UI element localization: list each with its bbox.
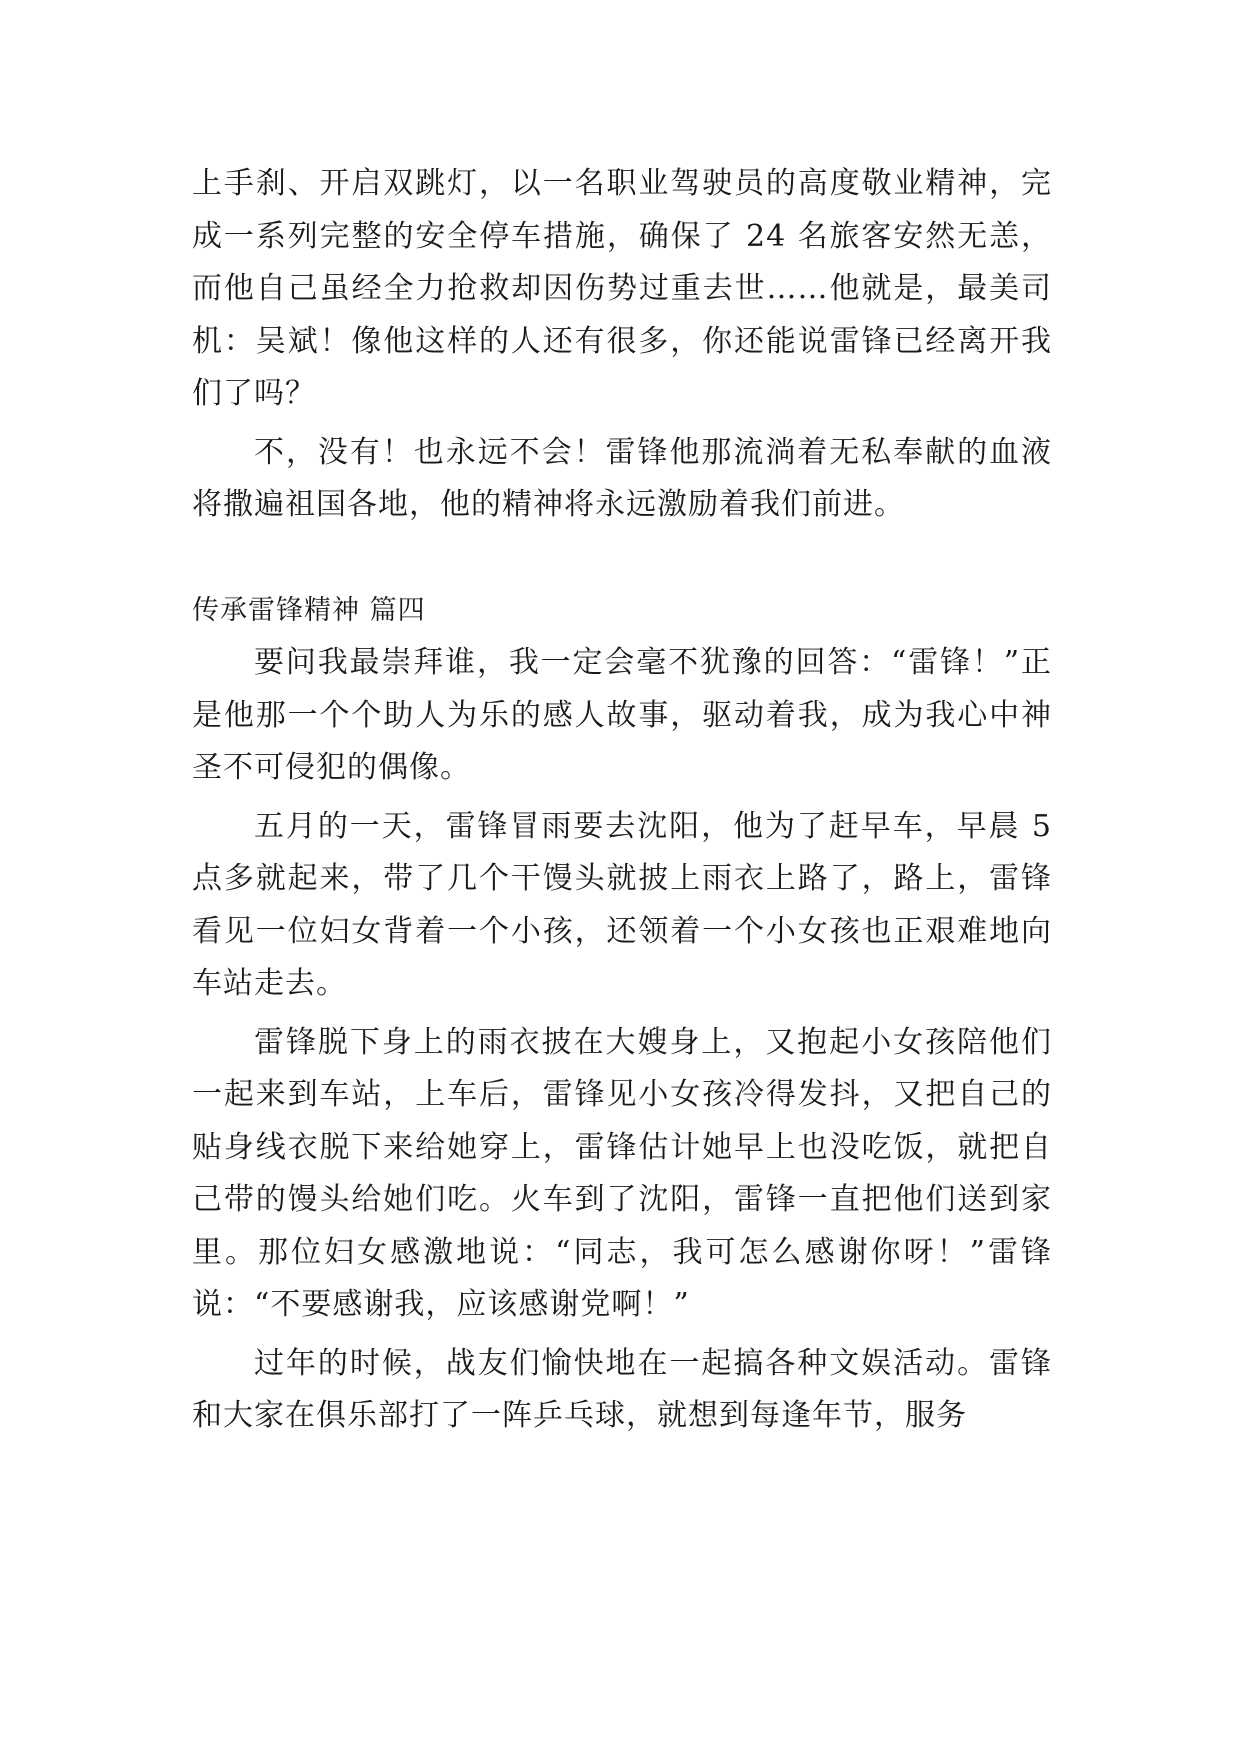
document-body [192, 158, 1052, 1449]
paragraph: 五月的一天，雷锋冒雨要去沈阳，他为了赶早车，早晨 5 点多就起来，带了几个干馒头就披上雨衣上路了，路上，雷锋看见一位妇女背着一个小孩，还领着一个小女孩也正艰难地向车站走去。 [192, 808, 1052, 1001]
section-heading: 传承雷锋精神 篇四 [192, 594, 426, 626]
paragraph: 过年的时候，战友们愉快地在一起搞各种文娱活动。雷锋和大家在俱乐部打了一阵乒乓球，就想到每逢年节，服务 [192, 1345, 1052, 1433]
paragraph-continuation: 上手刹、开启双跳灯，以一名职业驾驶员的高度敬业精神，完成一系列完整的安全停车措施，确保了 24 名旅客安然无恙，而他自己虽经全力抢救却因伤势过重去世……他就是，最美司机：吴斌！像他这样的人还有很多，你还能说雷锋已经离开我们了吗？ [192, 166, 1052, 411]
paragraph: 要问我最崇拜谁，我一定会毫不犹豫的回答：“雷锋！”正是他那一个个助人为乐的感人故事，驱动着我，成为我心中神圣不可侵犯的偶像。 [192, 645, 1052, 785]
paragraph: 雷锋脱下身上的雨衣披在大嫂身上，又抱起小女孩陪他们一起来到车站，上车后，雷锋见小女孩冷得发抖，又把自己的贴身线衣脱下来给她穿上，雷锋估计她早上也没吃饭，就把自己带的馒头给她们吃。火车到了沈阳，雷锋一直把他们送到家里。那位妇女感激地说：“同志，我可怎么感谢你呀！”雷锋说：“不要感谢我，应该感谢党啊！” [192, 1024, 1052, 1322]
paragraph: 不，没有！也永远不会！雷锋他那流淌着无私奉献的血液将撒遍祖国各地，他的精神将永远激励着我们前进。 [192, 434, 1052, 522]
